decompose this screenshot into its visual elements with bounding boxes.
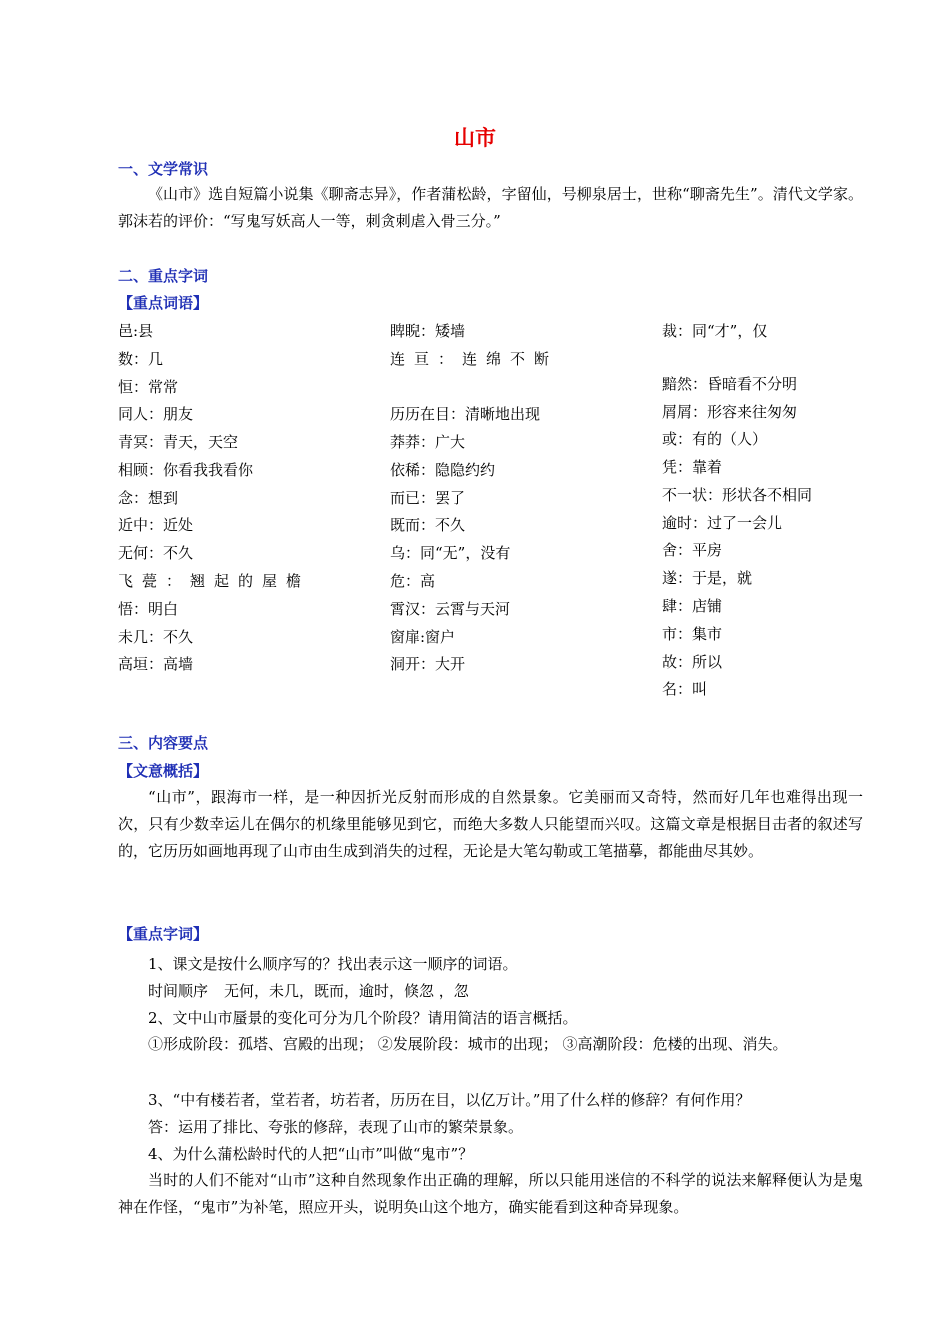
vocab-item: 霄汉：云霄与天河 (390, 600, 511, 618)
literature-paragraph: 《山市》选自短篇小说集《聊斋志异》，作者蒲松龄，字留仙，号柳泉居士，世称“聊斋先生”。清代文学家。郭沫若的评价：“写鬼写妖高人一等，刺贪刺虐入骨三分。” (118, 185, 863, 230)
subheading-key-vocabulary: 【重点词语】 (118, 294, 209, 312)
vocab-item: 无何：不久 (118, 544, 194, 562)
vocab-item: 念：想到 (118, 489, 179, 507)
vocab-item: 凭：靠着 (662, 458, 723, 476)
answer-3: 答：运用了排比、夸张的修辞，表现了山市的繁荣景象。 (148, 1118, 524, 1136)
vocab-item: 数：几 (118, 350, 164, 368)
question-1: 1、课文是按什么顺序写的？找出表示这一顺序的词语。 (148, 955, 518, 973)
vocab-item: 逾时：过了一会儿 (662, 514, 783, 532)
vocab-item: 裁：同“才”，仅 (662, 322, 768, 340)
vocab-item: 同人：朋友 (118, 405, 194, 423)
vocab-item: 乌：同“无”，没有 (390, 544, 511, 562)
vocab-item: 而已：罢了 (390, 489, 466, 507)
subheading-summary: 【文意概括】 (118, 762, 209, 780)
vocab-item: 近中：近处 (118, 516, 194, 534)
page-title: 山市 (454, 126, 496, 150)
vocab-item: 窗扉:窗户 (390, 628, 456, 646)
vocab-item: 洞开：大开 (390, 655, 466, 673)
summary-paragraph: “山市”，跟海市一样，是一种因折光反射而形成的自然景象。它美丽而又奇特，然而好几年也难得出现一次，只有少数幸运儿在偶尔的机缘里能够见到它，而绝大多数人只能望而兴叹。这篇文章是根据目击者的叙述写的，它历历如画地再现了山市由生成到消失的过程，无论是大笔勾勒或工笔描摹，都能曲尽其妙。 (118, 788, 863, 860)
vocab-item: 或：有的（人） (662, 430, 768, 448)
vocab-item: 高垣：高墙 (118, 655, 194, 673)
section-heading-literature: 一、文学常识 (118, 160, 209, 178)
vocab-item: 故：所以 (662, 653, 723, 671)
section-heading-content: 三、内容要点 (118, 734, 209, 752)
vocab-item: 依稀：隐隐约约 (390, 461, 496, 479)
vocab-item: 舍：平房 (662, 541, 723, 559)
vocab-item: 飞甍：翘起的屋檐 (118, 572, 311, 590)
vocab-item: 未几：不久 (118, 628, 194, 646)
vocab-item: 连亘：连绵不断 (390, 350, 559, 368)
answer-2: ①形成阶段：孤塔、宫殿的出现； ②发展阶段：城市的出现； ③高潮阶段：危楼的出现、消失。 (148, 1035, 788, 1053)
question-4: 4、为什么蒲松龄时代的人把“山市”叫做“鬼市”？ (148, 1145, 474, 1163)
question-3: 3、“中有楼若者，堂若者，坊若者，历历在目，以亿万计。”用了什么样的修辞？有何作用？ (148, 1091, 751, 1109)
vocab-item: 睥睨：矮墙 (390, 322, 466, 340)
vocab-item: 悟：明白 (118, 600, 179, 618)
vocab-item: 青冥：青天，天空 (118, 433, 239, 451)
vocab-item: 既而：不久 (390, 516, 466, 534)
vocab-item: 莽莽：广大 (390, 433, 466, 451)
vocab-item: 名：叫 (662, 680, 708, 698)
vocab-item: 市：集市 (662, 625, 723, 643)
vocab-item: 遂：于是，就 (662, 569, 753, 587)
vocab-item: 不一状：形状各不相同 (662, 486, 813, 504)
vocab-item: 恒：常常 (118, 378, 179, 396)
answer-4: 当时的人们不能对“山市”这种自然现象作出正确的理解，所以只能用迷信的不科学的说法来解释便认为是鬼神在作怪，“鬼市”为补笔，照应开头，说明奂山这个地方，确实能看到这种奇异现象。 (118, 1171, 863, 1216)
answer-1-label: 时间顺序 (148, 982, 209, 1000)
vocab-item: 危：高 (390, 572, 436, 590)
vocab-item: 历历在目：清晰地出现 (390, 405, 541, 423)
vocab-item: 邑:县 (118, 322, 154, 340)
vocab-item: 肆：店铺 (662, 597, 723, 615)
section-heading-key-words: 二、重点字词 (118, 267, 209, 285)
subheading-key-words-questions: 【重点字词】 (118, 925, 209, 943)
vocab-item: 屑屑：形容来往匆匆 (662, 403, 798, 421)
answer-1: 无何，未几，既而，逾时，倏忽 ，忽 (224, 982, 469, 1000)
question-2: 2、文中山市蜃景的变化可分为几个阶段？请用简洁的语言概括。 (148, 1009, 578, 1027)
vocab-item: 相顾：你看我我看你 (118, 461, 254, 479)
vocab-item: 黯然：昏暗看不分明 (662, 375, 798, 393)
